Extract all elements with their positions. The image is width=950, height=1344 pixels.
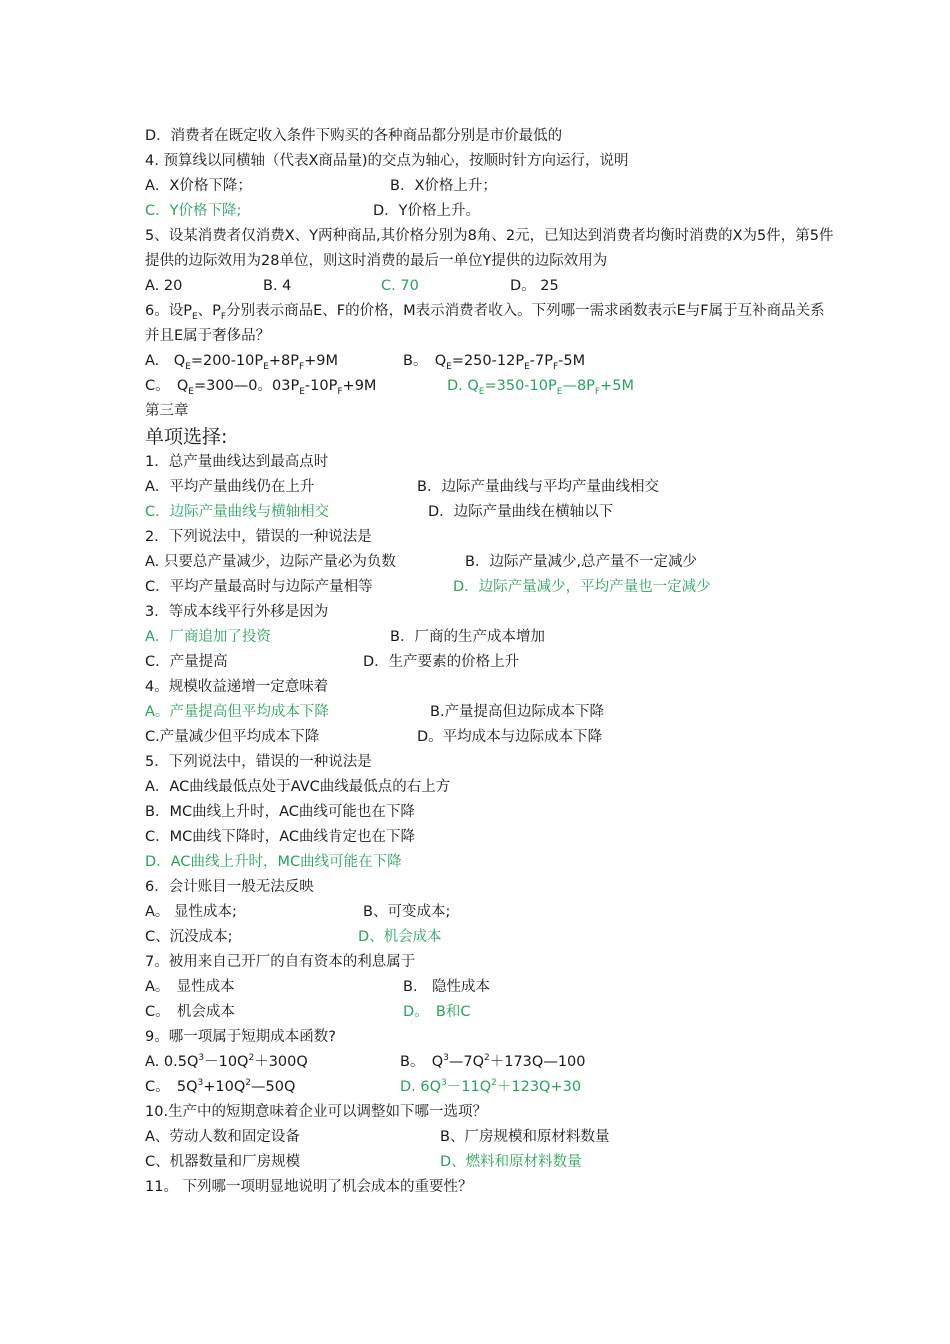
text-line — [145, 550, 835, 575]
option-text: D. $Q_E=350-10P_E—8P_F+5M$ — [447, 378, 634, 397]
text-line — [145, 500, 835, 525]
text-line — [145, 575, 835, 600]
option-text: A．X价格下降； — [145, 178, 252, 194]
text-line: 5．下列说法中，错误的一种说法是 — [145, 754, 372, 770]
option-text: D. $6Q^3-11Q^2+123Q+30$ — [400, 1078, 582, 1095]
option-text: C。 $5Q^3+10Q^2—50Q$ — [145, 1078, 296, 1095]
text-line — [145, 199, 835, 224]
text-line: 6．会计账目一般无法反映 — [145, 879, 314, 895]
text-line — [145, 700, 835, 725]
option-text: A、劳动人数和固定设备 — [145, 1129, 300, 1145]
text-line: 1．总产量曲线达到最高点时 — [145, 454, 329, 470]
text-line: A．AC曲线最低点处于AVC曲线最低点的右上方 — [145, 779, 451, 795]
option-text: A。产量提高但平均成本下降 — [145, 704, 329, 720]
text-line — [145, 625, 835, 650]
text-line: 4。规模收益递增一定意味着 — [145, 679, 329, 695]
text-line: D．AC曲线上升时，MC曲线可能在下降 — [145, 854, 402, 870]
option-text: C．Y价格下降; — [145, 203, 242, 219]
text-line — [145, 1125, 835, 1150]
text-line — [145, 900, 835, 925]
option-text: D。 25 — [510, 278, 559, 294]
option-text: A．厂商追加了投资 — [145, 629, 271, 645]
text-line: D．消费者在既定收入条件下购买的各种商品都分别是市价最低的 — [145, 128, 563, 144]
option-text: C。 $Q_E=300—0$。$03P_E-10P_F+9M$ — [145, 378, 377, 397]
option-text: C。 机会成本 — [145, 1004, 235, 1020]
text-line: 5、设某消费者仅消费X、Y两种商品,其价格分别为8角、2元，已知达到消费者均衡时消费的X为5件，第5件提供的边际效用为28单位，则这时消费的最后一单位Y提供的边际效用为 — [145, 228, 834, 269]
option-text: B.产量提高但边际成本下降 — [430, 704, 605, 720]
option-text: B．厂商的生产成本增加 — [390, 629, 545, 645]
option-text: D、机会成本 — [358, 929, 442, 945]
option-text: A. $Q_E=200-10P_E+8P_F+9M$ — [145, 353, 339, 372]
option-text: C、沉没成本; — [145, 929, 233, 945]
option-text: B．X价格上升； — [390, 178, 497, 194]
text-line — [145, 650, 835, 675]
option-text: C．平均产量最高时与边际产量相等 — [145, 579, 373, 595]
option-text: B。 $Q^3—7Q^2+173Q—100$ — [400, 1053, 586, 1070]
text-line — [145, 925, 835, 950]
text-line — [145, 274, 835, 299]
text-line: 10.生产中的短期意味着企业可以调整如下哪一选项？ — [145, 1104, 488, 1120]
option-text: B、可变成本; — [363, 904, 451, 920]
text-line — [145, 349, 835, 374]
option-text: D。平均成本与边际成本下降 — [417, 729, 603, 745]
option-text: B．边际产量曲线与平均产量曲线相交 — [417, 479, 659, 495]
text-line — [145, 1075, 835, 1100]
option-text: B．边际产量减少,总产量不一定减少 — [465, 554, 698, 570]
text-line — [145, 1050, 835, 1075]
option-text: B。 $Q_E=250-12P_E-7P_F-5M$ — [403, 353, 586, 372]
text-line: C．MC曲线下降时，AC曲线肯定也在下降 — [145, 829, 416, 845]
option-text: A。 显性成本; — [145, 904, 237, 920]
text-line: 11。 下列哪一项明显地说明了机会成本的重要性？ — [145, 1179, 473, 1195]
text-line: 2．下列说法中，错误的一种说法是 — [145, 529, 372, 545]
option-text: C、机器数量和厂房规模 — [145, 1154, 301, 1170]
option-text: C．边际产量曲线与横轴相交 — [145, 504, 330, 520]
text-line — [145, 1000, 835, 1025]
text-line: 第三章 — [145, 403, 189, 419]
option-text: A. 只要总产量减少，边际产量必为负数 — [145, 554, 396, 570]
option-text: D．边际产量曲线在横轴以下 — [428, 504, 614, 520]
text-line — [145, 975, 835, 1000]
option-text: A. $0.5Q^3-10Q^2+300Q$ — [145, 1053, 308, 1070]
section-heading: 单项选择: — [145, 426, 228, 448]
option-text: C.产量减少但平均成本下降 — [145, 729, 320, 745]
option-text: C．产量提高 — [145, 654, 228, 670]
text-line — [145, 1150, 835, 1175]
option-text: B. 4 — [263, 278, 292, 294]
text-line — [145, 725, 835, 750]
option-text: C. 70 — [381, 278, 419, 294]
text-line — [145, 374, 835, 399]
option-text: D．Y价格上升。 — [373, 203, 481, 219]
option-text: B、厂房规模和原材料数量 — [440, 1129, 610, 1145]
text-line: 6。设$P_E$、$P_F$分别表示商品E、F的价格，M表示消费者收入。下列哪一需求函数表示E与F属于互补商品关系并且E属于奢侈品？ — [145, 303, 825, 344]
text-line: 3．等成本线平行外移是因为 — [145, 604, 329, 620]
text-line — [145, 174, 835, 199]
text-line: 7。被用来自己开厂的自有资本的利息属于 — [145, 954, 416, 970]
option-text: D。 B和C — [403, 1004, 471, 1020]
option-text: A．平均产量曲线仍在上升 — [145, 479, 315, 495]
option-text: D、燃料和原材料数量 — [440, 1154, 582, 1170]
option-text: B. 隐性成本 — [403, 979, 491, 995]
text-line: 4. 预算线以同横轴（代表X商品量)的交点为轴心，按顺时针方向运行，说明 — [145, 153, 629, 169]
text-line: B．MC曲线上升时，AC曲线可能也在下降 — [145, 804, 415, 820]
text-line — [145, 475, 835, 500]
option-text: A. 20 — [145, 278, 183, 294]
option-text: A。 显性成本 — [145, 979, 235, 995]
option-text: D．边际产量减少，平均产量也一定减少 — [453, 579, 711, 595]
text-line: 9。哪一项属于短期成本函数? — [145, 1029, 336, 1045]
document-body — [145, 124, 835, 1200]
option-text: D．生产要素的价格上升 — [363, 654, 520, 670]
